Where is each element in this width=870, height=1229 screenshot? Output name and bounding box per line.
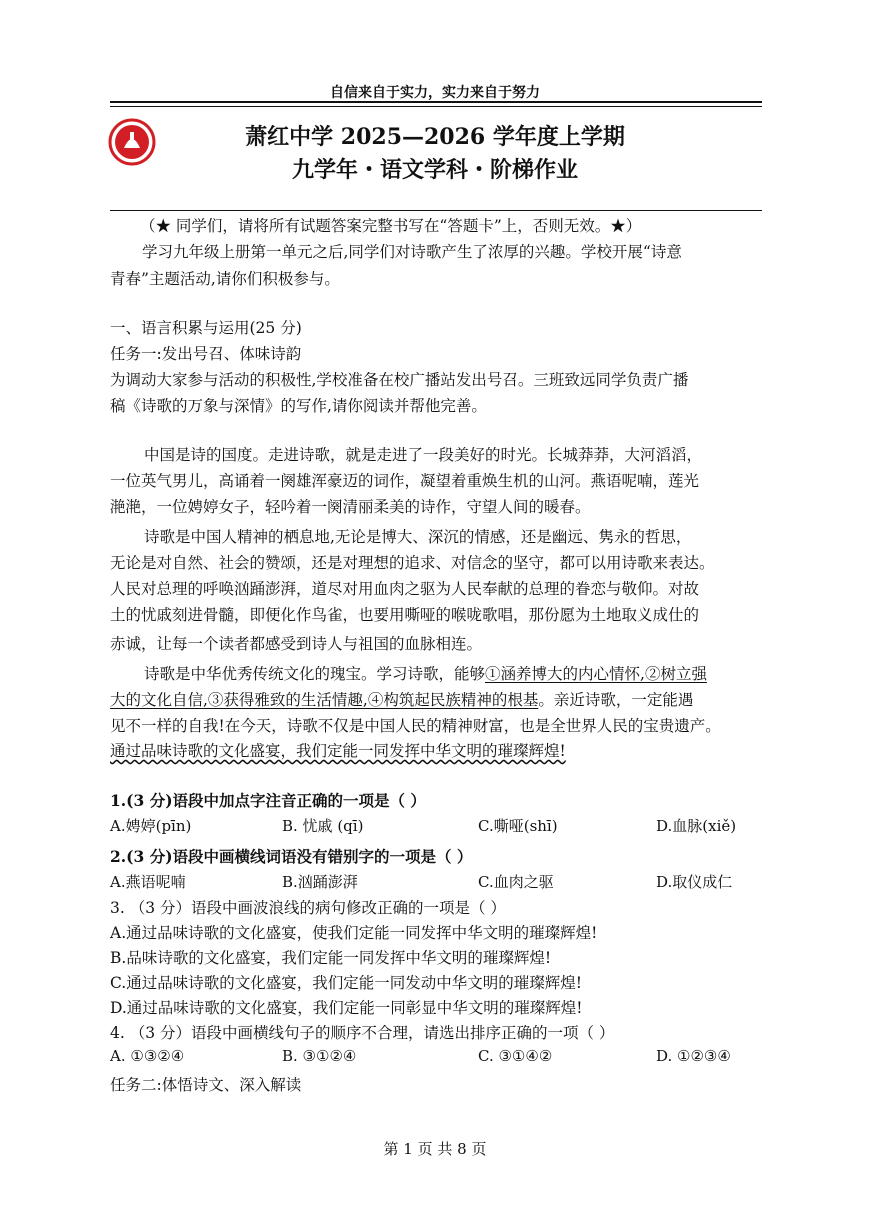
passage-p3-line2 xyxy=(110,688,770,710)
intro-line1: 学习九年级上册第一单元之后,同学们对诗歌产生了浓厚的兴趣。学校开展“诗意 xyxy=(142,243,682,261)
q4-option-a: A. ①③②④ xyxy=(110,1047,185,1065)
passage-p3-line3: 见不一样的自我!在今天，诗歌不仅是中国人民的精神财富，也是全世界人民的宝贵遗产。 xyxy=(110,717,721,735)
notice: （★ 同学们，请将所有试题答案完整书写在“答题卡”上，否则无效。★） xyxy=(140,217,642,235)
header-motto: 自信来自于实力，实力来自于努力 xyxy=(330,85,540,101)
header-rule-thin xyxy=(110,106,762,107)
passage-p2-line2: 无论是对自然、社会的赞颂，还是对理想的追求、对信念的坚守，都可以用诗歌来表达。 xyxy=(110,554,715,572)
exam-title-line2: 九学年・语文学科・阶梯作业 xyxy=(291,157,578,183)
task2-heading: 任务二:体悟诗文、深入解读 xyxy=(110,1076,302,1094)
passage-p3-wavy-sentence: 通过品味诗歌的文化盛宴，我们定能一同发挥中华文明的璀璨辉煌! xyxy=(110,742,566,760)
passage-p3-underlined-1: ①涵养博大的内心情怀,②树立强 xyxy=(485,665,707,683)
question-3: 3. （3 分）语段中画波浪线的病句修改正确的一项是（ ） xyxy=(110,899,506,917)
passage-p3-line2-plain: 。亲近诗歌，一定能遇 xyxy=(538,691,694,709)
passage-p2-line1: 诗歌是中国人精神的栖息地,无论是博大、深沉的情感，还是幽远、隽永的哲思， xyxy=(144,528,692,546)
passage-p2-line4: 土的忧戚刻进骨髓，即便化作鸟雀，也要用嘶哑的喉咙歌唱，那份愿为土地取义成仕的 xyxy=(110,606,700,624)
passage-p3-line1-plain: 诗歌是中华优秀传统文化的瑰宝。学习诗歌，能够 xyxy=(144,665,486,683)
q1-option-a: A.娉婷(pīn) xyxy=(110,817,192,835)
q4-option-c: C. ③①④② xyxy=(478,1047,553,1065)
passage-p1-line3: 滟滟，一位娉婷女子，轻吟着一阕清丽柔美的诗作，守望人间的暖春。 xyxy=(110,498,591,516)
q1-option-d: D.血脉(xiě) xyxy=(656,817,737,835)
passage-p3-underlined-2: 大的文化自信,③获得雅致的生活情趣,④构筑起民族精神的根基 xyxy=(110,691,539,709)
passage-p1-line2: 一位英气男儿，高诵着一阕雄浑豪迈的词作，凝望着重焕生机的山河。燕语呢喃，莲光 xyxy=(110,472,700,490)
intro-line2: 青春”主题活动,请你们积极参与。 xyxy=(110,270,340,288)
exam-title-line1: 萧红中学 2025—2026 学年度上学期 xyxy=(245,124,625,150)
q2-option-c: C.血肉之驱 xyxy=(478,873,554,891)
title-rule xyxy=(110,210,762,211)
question-2: 2.(3 分)语段中画横线词语没有错别字的一项是（ ） xyxy=(110,847,473,866)
q4-option-d: D. ①②③④ xyxy=(656,1047,731,1065)
q3-option-b: B.品味诗歌的文化盛宴，我们定能一同发挥中华文明的璀璨辉煌! xyxy=(110,949,552,967)
q2-option-d: D.取仪成仁 xyxy=(656,873,733,891)
question-4: 4. （3 分）语段中画横线句子的顺序不合理，请选出排序正确的一项（ ） xyxy=(110,1024,615,1042)
section-heading: 一、语言积累与运用(25 分) xyxy=(110,319,302,337)
q3-option-d: D.通过品味诗歌的文化盛宴，我们定能一同彰显中华文明的璀璨辉煌! xyxy=(110,999,583,1017)
page-number: 第 1 页 共 8 页 xyxy=(383,1140,487,1158)
passage-p3-line1 xyxy=(144,662,804,684)
question-1: 1.(3 分)语段中加点字注音正确的一项是（ ） xyxy=(110,791,426,810)
passage-p1-line1: 中国是诗的国度。走进诗歌，就是走进了一段美好的时光。长城莽莽，大河滔滔， xyxy=(144,446,703,464)
q2-option-a: A.燕语呢喃 xyxy=(110,873,186,891)
q3-option-a: A.通过品味诗歌的文化盛宴，使我们定能一同发挥中华文明的璀璨辉煌! xyxy=(110,924,598,942)
task1-heading: 任务一:发出号召、体味诗韵 xyxy=(110,345,302,363)
q1-option-b: B. 忧戚 (qī) xyxy=(282,817,364,835)
header-rule-thick xyxy=(110,101,762,103)
q2-option-b: B.汹踊澎湃 xyxy=(282,873,358,891)
passage-p2-line3: 人民对总理的呼唤汹踊澎湃，道尽对用血肉之驱为人民奉献的总理的眷恋与敬仰。对故 xyxy=(110,580,700,598)
q3-option-c: C.通过品味诗歌的文化盛宴，我们定能一同发动中华文明的璀璨辉煌! xyxy=(110,974,582,992)
passage-p2-line5: 赤诚，让每一个读者都感受到诗人与祖国的血脉相连。 xyxy=(110,635,483,653)
q1-option-c: C.嘶哑(shī) xyxy=(478,817,558,835)
task1-desc-line1: 为调动大家参与活动的积极性,学校准备在校广播站发出号召。三班致远同学负责广播 xyxy=(110,371,689,389)
q4-option-b: B. ③①②④ xyxy=(282,1047,357,1065)
task1-desc-line2: 稿《诗歌的万象与深情》的写作,请你阅读并帮他完善。 xyxy=(110,397,487,415)
